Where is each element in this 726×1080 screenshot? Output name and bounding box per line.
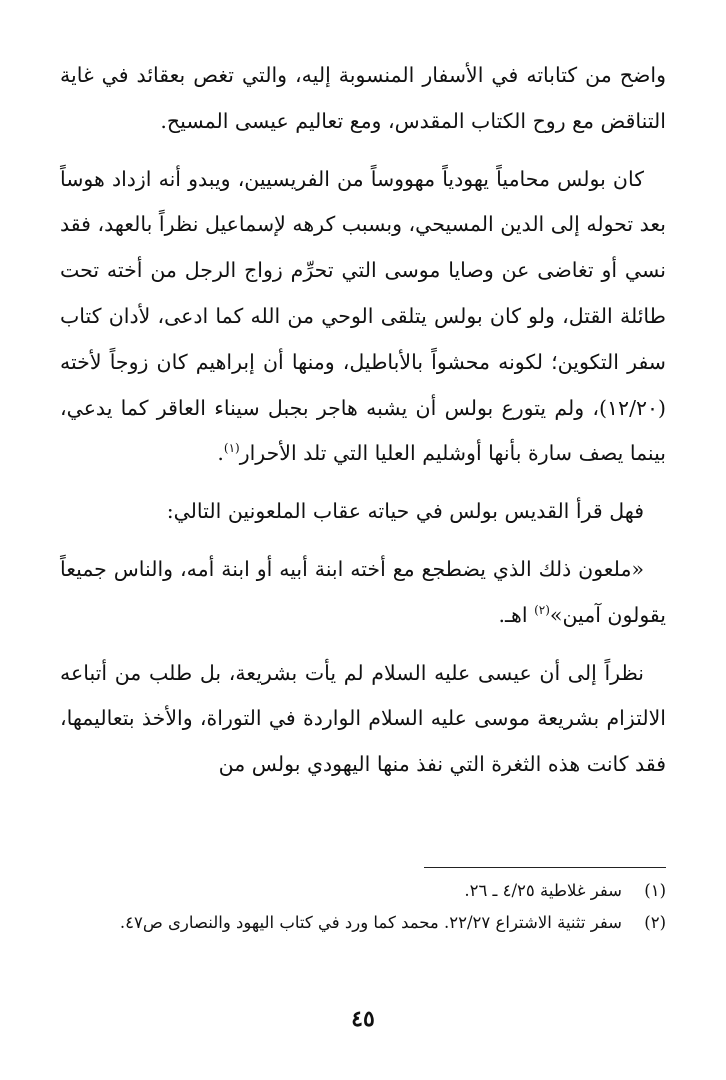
paragraph-2 <box>60 157 666 478</box>
footnote-text: سفر غلاطية ٤/٢٥ ـ ٢٦. <box>464 881 622 900</box>
footnote-number: (٢) <box>644 913 666 932</box>
footnote-ref-2: (٢) <box>534 602 550 617</box>
footnote-1 <box>60 875 666 906</box>
main-text <box>60 53 666 788</box>
footnotes <box>60 875 666 939</box>
footnote-text: سفر تثنية الاشتراع ٢٢/٢٧. محمد كما ورد في كتاب اليهود والنصارى ص٤٧. <box>119 913 622 932</box>
quote-end: اهـ. <box>498 602 535 627</box>
page-number: ٤٥ <box>351 1006 375 1032</box>
paragraph-2-text: كان بولس محامياً يهودياً مهووساً من الفريسيين، ويبدو أنه ازداد هوساً بعد تحوله إلى الدين المسيحي، وبسبب كرهه لإسماعيل نظراً بالعهد، فقد نسي أو تغاضى عن وصايا موسى التي تحرِّم زواج الرجل من أخته تحت طائلة القتل، ولو كان بولس يتلقى الوحي من الله كما ادعى، لأدان كتاب سفر التكوين؛ لكونه محشواً بالأباطيل، ومنها أن إبراهيم كان زوجاً لأخته (١٢/٢٠)، ولم يتورع بولس أن يشبه هاجر بجبل سيناء العاقر كما يدعي، بينما يصف سارة بأنها أوشليم العليا التي تلد الأحرار <box>60 166 666 466</box>
paragraph-3: فهل قرأ القديس بولس في حياته عقاب الملعونين التالي: <box>166 499 644 524</box>
footnote-divider <box>424 867 666 868</box>
quote-text: «ملعون ذلك الذي يضطجع مع أخته ابنة أبيه أو ابنة أمه، والناس جميعاً يقولون آمين» <box>60 556 666 627</box>
footnote-ref-1: (١) <box>223 441 240 456</box>
paragraph-1: واضح من كتاباته في الأسفار المنسوبة إليه، والتي تغص بعقائد في غاية التناقض مع روح الكتاب المقدس، ومع تعاليم عيسى المسيح. <box>60 63 666 133</box>
paragraph-5: نظراً إلى أن عيسى عليه السلام لم يأت بشريعة، بل طلب من أتباعه الالتزام بشريعة موسى عليه السلام الواردة في التوراة، والأخذ بتعاليمها، فقد كانت هذه الثغرة التي نفذ منها اليهودي بولس من <box>60 660 666 777</box>
footnote-2 <box>60 907 666 938</box>
paragraph-2-end: . <box>217 441 224 466</box>
footnote-number: (١) <box>644 881 666 900</box>
quote-paragraph <box>60 547 666 639</box>
